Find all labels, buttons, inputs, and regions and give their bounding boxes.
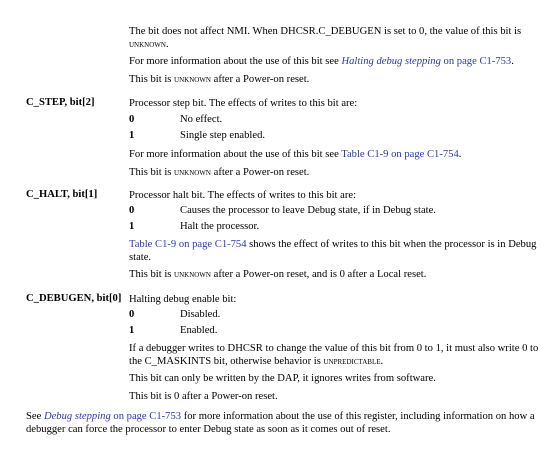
c-step-value-0: 0: [129, 114, 135, 125]
c-step-reset: [129, 166, 539, 179]
intro-more-info-end: .: [511, 56, 514, 67]
intro-nmi-end: .: [165, 39, 169, 50]
table-c1-9-link[interactable]: Table C1-9 on page C1-754: [341, 149, 459, 160]
c-debugen-value-1: 1: [129, 325, 135, 336]
intro-nmi-paragraph: [129, 25, 539, 51]
halting-debug-stepping-link-text: Halting debug stepping: [341, 56, 441, 67]
c-debugen-value-0: 0: [129, 309, 135, 320]
c-halt-value-1: 1: [129, 221, 135, 232]
c-debugen-value-0-text: Disabled.: [180, 309, 221, 320]
c-step-value-1-text: Single step enabled.: [180, 130, 266, 141]
intro-more-info-text: For more information about the use of this bit see: [129, 56, 342, 67]
table-c1-9-link[interactable]: Table C1-9 on page C1-754: [129, 239, 247, 250]
c-debugen-term: C_DEBUGEN, bit[0]: [26, 293, 122, 304]
c-step-more-info: [129, 148, 539, 161]
c-halt-value-0: 0: [129, 205, 135, 216]
debug-stepping-link-text: Debug stepping: [43, 411, 111, 422]
debug-stepping-link-page: on page C1-753: [110, 411, 182, 422]
intro-reset-text: This bit is: [129, 74, 175, 85]
intro-more-info-paragraph: [129, 55, 539, 68]
c-halt-reset: [129, 268, 539, 281]
c-debugen-maskints-paragraph: [129, 342, 539, 368]
halting-debug-stepping-link-page: on page C1-753: [440, 56, 512, 67]
c-halt-reset-text: This bit is: [129, 269, 175, 280]
footer-text-start: See: [26, 411, 44, 422]
c-step-term: C_STEP, bit[2]: [26, 97, 95, 108]
c-halt-value-0-text: Causes the processor to leave Debug state, if in Debug state.: [180, 205, 436, 216]
unknown-term: unknown: [174, 74, 211, 85]
debug-stepping-link[interactable]: [44, 411, 181, 422]
c-step-reset-text: This bit is: [129, 167, 175, 178]
unpredictable-term: unpredictable: [323, 356, 381, 367]
c-halt-table-text: shows the effect of writes to this bit when the processor is in Debug state.: [129, 239, 537, 263]
c-debugen-value-1-text: Enabled.: [180, 325, 218, 336]
unknown-term: unknown: [174, 269, 211, 280]
c-step-value-1: 1: [129, 130, 135, 141]
footer-text-rest: for more information about the use of this register, including information on how a debugger can force the processor to enter Debug state as soon as it comes out of reset.: [26, 411, 535, 435]
c-step-value-0-text: No effect.: [180, 114, 223, 125]
c-halt-description: Processor halt bit. The effects of writes to this bit are:: [129, 190, 357, 201]
intro-nmi-text: The bit does not affect NMI. When DHCSR.C_DEBUGEN is set to 0, the value of this bit is: [129, 26, 522, 37]
c-debugen-dap-paragraph: This bit can only be written by the DAP, it ignores writes from software.: [129, 373, 436, 384]
footer-paragraph: [26, 410, 541, 436]
c-debugen-maskints-text: If a debugger writes to DHCSR to change the value of this bit from 0 to 1, it must also write 0 to the C_MASKINTS bit, otherwise behavior is: [129, 343, 539, 367]
intro-reset-paragraph: [129, 73, 539, 86]
unknown-term: unknown: [174, 167, 211, 178]
c-halt-value-1-text: Halt the processor.: [180, 221, 260, 232]
c-halt-reset-end: after a Power-on reset, and is 0 after a Local reset.: [210, 269, 427, 280]
c-halt-table-paragraph: [129, 238, 539, 264]
c-halt-term: C_HALT, bit[1]: [26, 189, 98, 200]
halting-debug-stepping-link[interactable]: [341, 56, 511, 67]
c-debugen-maskints-end: .: [380, 356, 384, 367]
c-step-reset-end: after a Power-on reset.: [210, 167, 310, 178]
intro-reset-end: after a Power-on reset.: [210, 74, 310, 85]
c-step-more-info-text: For more information about the use of this bit see: [129, 149, 342, 160]
c-debugen-reset-paragraph: This bit is 0 after a Power-on reset.: [129, 391, 278, 402]
c-step-more-info-end: .: [458, 149, 462, 160]
c-debugen-description: Halting debug enable bit:: [129, 294, 237, 305]
c-step-description: Processor step bit. The effects of writes to this bit are:: [129, 98, 358, 109]
unknown-term: unknown: [129, 39, 166, 50]
